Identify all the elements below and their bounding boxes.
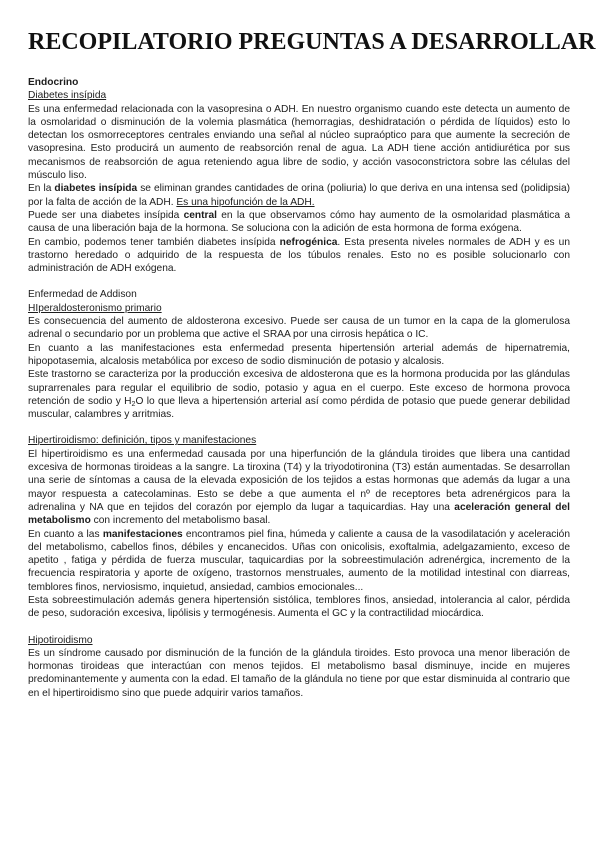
text-run: . Esta presenta niveles normales de ADH y es un trastorno heredado o adquirido de la respuesta de los túbulos renales. Esto no es posible solucionarlo con administración de ADH exógena. bbox=[28, 236, 570, 275]
subheading-diabetes-insipida: Diabetes insípida bbox=[28, 90, 107, 102]
subscript: 2 bbox=[131, 400, 136, 408]
paragraph: En cuanto a las manifestaciones esta enfermedad presenta hipertensión arterial además de hipernatremia, hipopotasemia, alcalosis metabólica por exceso de sodio disminución de potasio y alcalosis. bbox=[28, 342, 570, 367]
paragraph: Esta sobreestimulación además genera hipertensión sistólica, temblores finos, ansiedad, intolerancia al calor, pérdida de peso, sudoración excesiva, lipólisis y termogénesis. Aumenta el GC y la contractilidad miocárdica. bbox=[28, 594, 570, 620]
paragraph: Es consecuencia del aumento de aldosterona excesivo. Puede ser causa de un tumor en la capa de la glomerulosa adrenal o secundario por un problema que active el SRAA por una cirrosis hepática o IC. bbox=[28, 316, 570, 341]
text-run: encontramos piel fina, húmeda y caliente a causa de la vasodilatación y aceleración del metabolismo, cabellos finos, débiles y encanecidos. Uñas con onicolisis, exoftalmia, adelgazamiento, exceso de apetito , fatiga y pérdida de fuerza muscular, taquicardias por la sobreestimulación adrenérgica, incremento de la frecuencia respiratoria y aporte de oxígeno, trastornos menstruales, aumento de la motilidad intestinal con diarreas, temblores finos, nerviosismo, inquietud, ansiedad, cambios emocionales... bbox=[28, 528, 571, 593]
bold-term: aceleración general del metabolismo bbox=[28, 501, 571, 527]
subheading-hipertiroidismo: Hipertiroidismo: definición, tipos y manifestaciones bbox=[28, 435, 257, 447]
bold-term: central bbox=[183, 209, 217, 221]
paragraph bbox=[28, 209, 570, 236]
document-title: RECOPILATORIO PREGUNTAS A DESARROLLAR bbox=[28, 29, 596, 55]
text-run: El hipertiroidismo es una enfermedad causada por una hiperfunción de la glándula tiroides que libera una cantidad excesiva de hormonas tiroideas a la sangre. La tiroxina (T4) y la triyodotironina (T3) están aumentadas. Se desarrollan una serie de síntomas a causa de la elevada exposición de los tejidos a estas hormonas que además da lugar a una mayor respuesta a catecolaminas. Esto se debe a que aumenta el nº de receptores beta adrenérgicos para la adrenalina y NA que en tejidos del corazón por ejemplo da lugar a taquicardias. Hay una bbox=[28, 448, 570, 513]
text-run: con incremento del metabolismo basal. bbox=[90, 515, 271, 527]
paragraph bbox=[28, 448, 570, 528]
paragraph bbox=[28, 528, 570, 594]
bold-term: manifestaciones bbox=[102, 528, 183, 540]
text-run: O lo que lleva a hipertensión arterial así como pérdida de potasio que puede generar debilidad muscular, calambres y arritmias. bbox=[28, 395, 570, 421]
paragraph bbox=[28, 182, 570, 209]
paragraph bbox=[28, 368, 570, 421]
bold-term: diabetes insípida bbox=[54, 183, 138, 195]
subheading-hiperaldosteronismo: HIperaldosteronismo primario bbox=[28, 302, 162, 314]
subheading-hipotiroidismo: Hipotiroidismo bbox=[28, 634, 93, 646]
text-run: se eliminan grandes cantidades de orina (poliuria) lo que deriva en una intensa sed (polidipsia) por la falta de acción de la ADH. bbox=[28, 183, 571, 208]
underlined-text: Es una hipofunción de la ADH. bbox=[176, 196, 315, 208]
text-run: En cuanto a las bbox=[28, 528, 103, 540]
text-run: Este trastorno se caracteriza por la producción excesiva de aldosterona que es la hormona producida por las glándulas suprarrenales para regular el equilibrio de sodio, potasio y agua en el cuerpo. Este exceso de hormona provoca retención de sodio y H bbox=[28, 369, 570, 407]
text-run: En la bbox=[28, 183, 55, 195]
text-run: en la que observamos cómo hay aumento de la osmolaridad plasmática a causa de una liberación baja de la hormona. Se soluciona con la adición de esta hormona de forma exógena. bbox=[28, 209, 570, 235]
section-heading-addison: Enfermedad de Addison bbox=[28, 289, 137, 301]
paragraph: Es una enfermedad relacionada con la vasopresina o ADH. En nuestro organismo cuando este detecta un aumento de la osmolaridad o disminución de la volemia plasmática (hemorragias, deshidratación o pérdida de líquidos) esto lo detectan los osmorreceptores centrales enviando una señal al núcleo supraóptico para que aumente la secreción de vasopresina. Esto producirá un aumento de reabsorción renal de agua. La ADH tiene acción antidiurética por sus mecanismos de reabsorción de agua reteniendo agua libre de sodio, y acción vasoconstrictora sobre las células del músculo liso. bbox=[28, 103, 570, 182]
section-heading-endocrino: Endocrino bbox=[28, 77, 79, 88]
paragraph: Es un síndrome causado por disminución de la función de la glándula tiroides. Esto provoca una menor liberación de hormonas tiroideas que interactúan con menos tejidos. El metabolismo basal disminuye, incide en mujeres predominantemente y aumenta con la edad. El tamaño de la glándula no tiene por que estar disminuida al contrario que en el hipertiroidismo sino que puede adquirir varios tamaños. bbox=[28, 647, 570, 699]
document-body bbox=[28, 76, 570, 700]
paragraph bbox=[28, 236, 570, 276]
text-run: En cambio, podemos tener también diabetes insípida bbox=[28, 236, 280, 248]
text-run: Puede ser una diabetes insípida bbox=[28, 209, 184, 221]
bold-term: nefrogénica bbox=[279, 236, 338, 248]
